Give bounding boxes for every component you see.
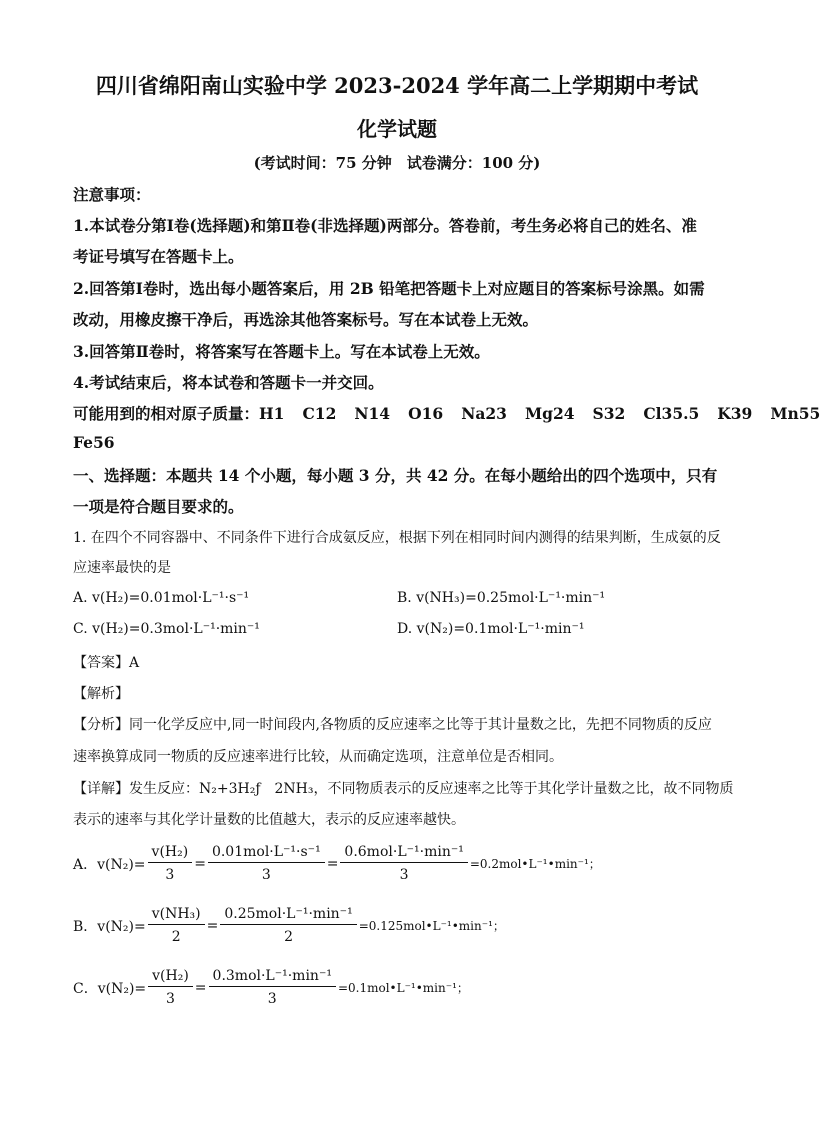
mass-item: Mn55 [770,404,820,423]
equals-sign: = [206,917,219,934]
denominator: 3 [165,867,175,883]
atomic-mass-label: 可能用到的相对原子质量： [73,404,260,423]
calc-b-result: =0.125mol•L⁻¹•min⁻¹； [358,919,505,933]
q1-stem-line-2: 应速率最快的是 [73,560,171,576]
mass-item: Cl35.5 [643,404,700,423]
q1-answer: 【答案】A [73,655,140,671]
fraction [220,906,356,945]
q1-option-c: C. v(H₂)=0.3mol·L⁻¹·min⁻¹ [73,621,260,637]
atomic-mass-last: Fe56 [73,433,115,452]
page-subtitle: 化学试题 [357,117,437,141]
mass-item: K39 [717,404,753,423]
note-2-line-1: 2.回答第Ⅰ卷时，选出每小题答案后，用 2B 铅笔把答题卡上对应题目的答案标号涂黑。如需 [73,279,705,298]
denominator: 3 [261,867,271,883]
calc-c-prefix: C．v(N₂)= [73,980,147,997]
mass-item: H1 [259,404,285,423]
numerator: 0.01mol·L⁻¹·s⁻¹ [208,844,325,863]
calc-a-row [73,844,601,883]
numerator: v(H₂) [148,968,193,987]
note-3: 3.回答第Ⅱ卷时，将答案写在答题卡上。写在本试卷上无效。 [73,342,490,361]
calc-c-row [73,968,469,1007]
q1-stem-line-1: 1. 在四个不同容器中、不同条件下进行合成氨反应，根据下列在相同时间内测得的结果判断，生成氨的反 [73,530,721,546]
mass-item: S32 [592,404,626,423]
numerator: v(H₂) [148,844,193,863]
fraction [340,844,467,883]
fraction [148,844,193,883]
numerator: v(NH₃) [148,906,205,925]
equals-sign: = [326,855,339,872]
page-title: 四川省绵阳南山实验中学 2023-2024 学年高二上学期期中考试 [95,73,699,98]
q1-xiangjie-line-1: 【详解】发生反应：N₂+3H₂ƒ 2NH₃，不同物质表示的反应速率之比等于其化学计量数之比，故不同物质 [73,781,734,797]
fraction [209,968,336,1007]
note-1-line-2: 考证号填写在答题卡上。 [73,247,244,266]
mass-item: Na23 [461,404,507,423]
denominator: 3 [399,867,409,883]
notes-heading: 注意事项： [73,185,151,204]
mass-item: C12 [302,404,337,423]
denominator: 2 [171,929,181,945]
equals-sign: = [194,855,206,872]
mass-item: Mg24 [524,404,575,423]
q1-option-a: A. v(H₂)=0.01mol·L⁻¹·s⁻¹ [73,590,250,606]
section-1-line-2: 一项是符合题目要求的。 [73,497,244,516]
numerator: 0.25mol·L⁻¹·min⁻¹ [220,906,356,925]
exam-info: (考试时间：75 分钟 试卷满分：100 分) [253,154,541,172]
note-2-line-2: 改动，用橡皮擦干净后，再选涂其他答案标号。写在本试卷上无效。 [73,310,539,329]
fraction [148,906,205,945]
q1-xiangjie-line-2: 表示的速率与其化学计量数的比值越大，表示的反应速率越快。 [73,812,465,828]
atomic-mass-line [73,402,820,424]
q1-fenxi-line-1: 【分析】同一化学反应中,同一时间段内,各物质的反应速率之比等于其计量数之比，先把不同物质的反应 [73,717,712,733]
denominator: 2 [284,929,293,945]
mass-item: N14 [354,404,391,423]
numerator: 0.6mol·L⁻¹·min⁻¹ [340,844,467,863]
calc-a-result: =0.2mol•L⁻¹•min⁻¹； [469,857,601,871]
note-1-line-1: 1.本试卷分第Ⅰ卷(选择题)和第Ⅱ卷(非选择题)两部分。答卷前，考生务必将自己的姓名、准 [73,216,697,235]
calc-b-row [73,906,505,945]
calc-c-result: =0.1mol•L⁻¹•min⁻¹； [337,981,469,995]
fraction [148,968,193,1007]
q1-analysis-tag: 【解析】 [73,686,129,702]
q1-option-d: D. v(N₂)=0.1mol·L⁻¹·min⁻¹ [397,621,585,637]
calc-b-prefix: B．v(N₂)= [73,918,146,935]
fraction [208,844,325,883]
denominator: 3 [267,991,277,1007]
numerator: 0.3mol·L⁻¹·min⁻¹ [209,968,336,987]
calc-a-prefix: A．v(N₂)= [73,856,146,873]
equals-sign: = [194,979,207,996]
mass-item: O16 [408,404,444,423]
q1-fenxi-line-2: 速率换算成同一物质的反应速率进行比较，从而确定选项，注意单位是否相同。 [73,749,563,765]
note-4: 4.考试结束后，将本试卷和答题卡一并交回。 [73,373,384,392]
section-1-line-1: 一、选择题：本题共 14 个小题，每小题 3 分，共 42 分。在每小题给出的四个选项中，只有 [73,466,718,485]
denominator: 3 [166,991,175,1007]
q1-option-b: B. v(NH₃)=0.25mol·L⁻¹·min⁻¹ [397,590,606,606]
